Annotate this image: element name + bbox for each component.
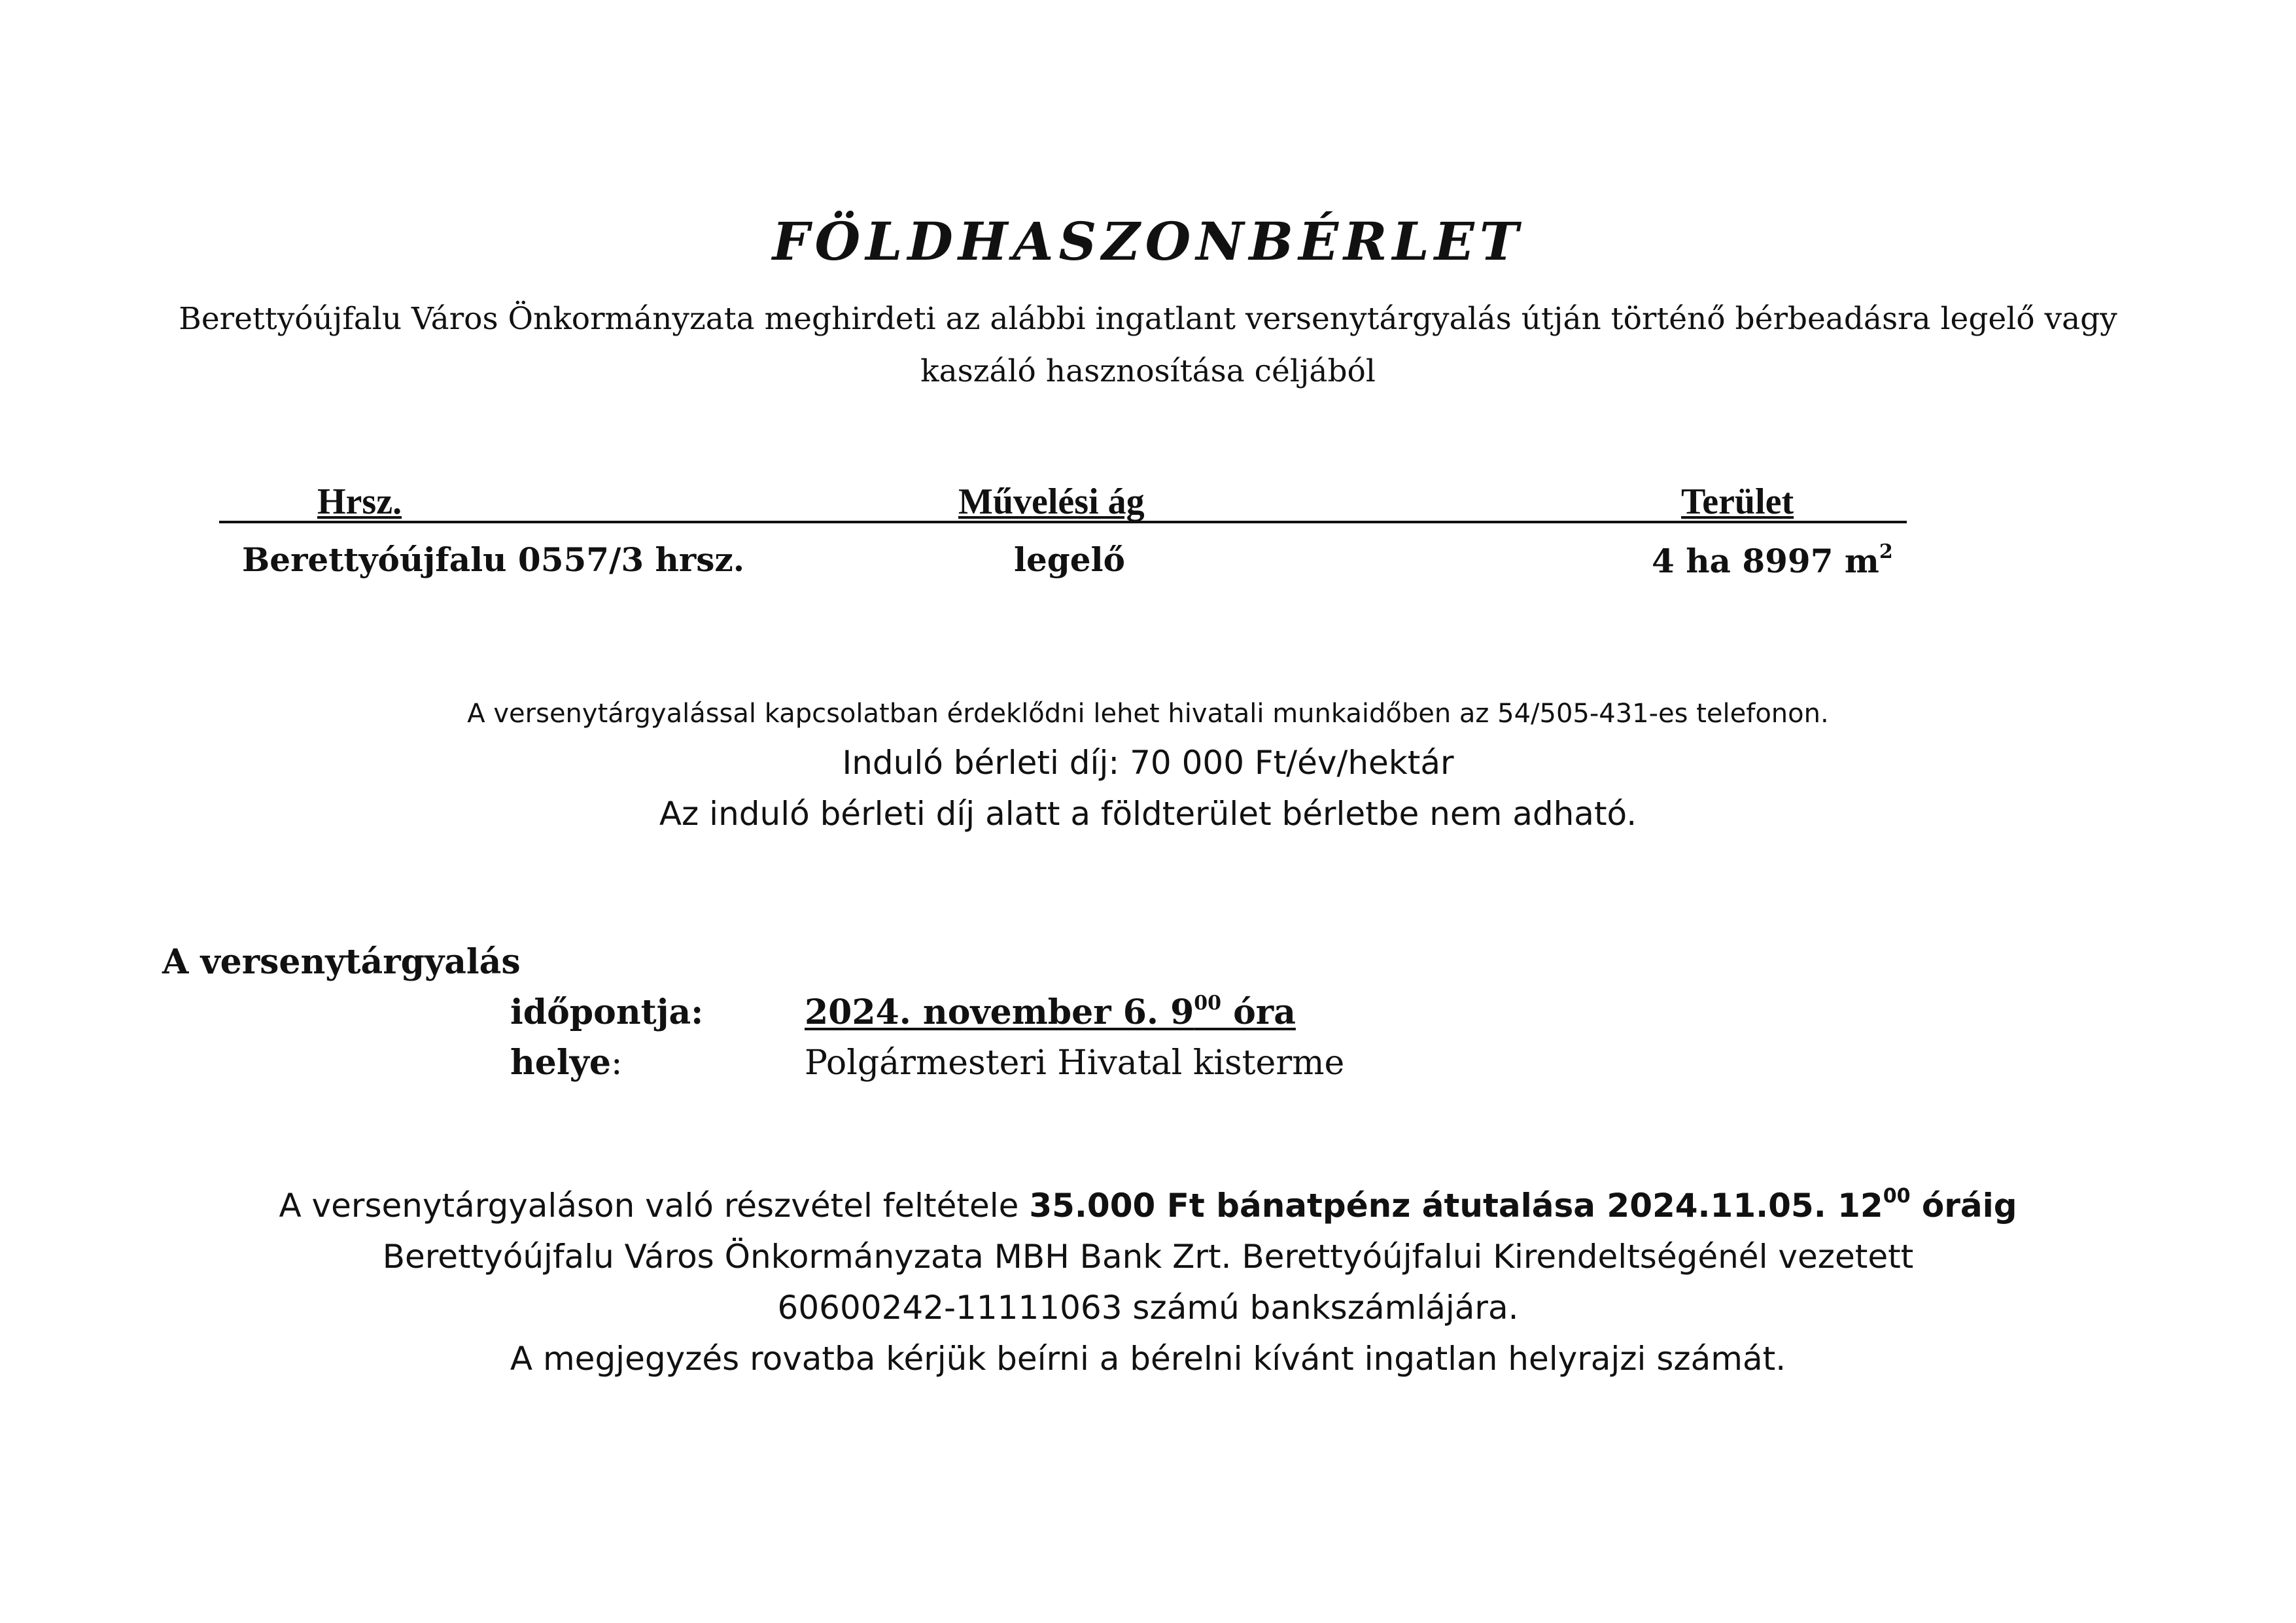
info-block bbox=[0, 690, 2296, 839]
table-row bbox=[219, 523, 1907, 589]
terulet-value: 4 ha 8997 m bbox=[1652, 542, 1879, 580]
auction-place-value: Polgármesteri Hivatal kisterme bbox=[805, 1043, 1345, 1083]
intro-text: Berettyóújfalu Város Önkormányzata meghirdeti az alábbi ingatlant versenytárgyalás útján történő bérbeadásra legelő vagy kaszáló hasznosítása céljából bbox=[179, 301, 2117, 389]
auction-place-row bbox=[510, 1043, 1344, 1083]
participation-superscript: 00 bbox=[1883, 1185, 1911, 1208]
terulet-superscript: 2 bbox=[1879, 540, 1893, 563]
cell-hrsz: Berettyóújfalu 0557/3 hrsz. bbox=[242, 540, 745, 579]
auction-place-label-colon: : bbox=[610, 1043, 623, 1083]
participation-line-2: Berettyóújfalu Város Önkormányzata MBH Bank Zrt. Berettyóújfalui Kirendeltségénél vezetett bbox=[382, 1238, 1914, 1276]
cell-terulet bbox=[1652, 540, 1893, 580]
table-header bbox=[219, 478, 1907, 523]
header-terulet: Terület bbox=[1681, 481, 1794, 522]
auction-time-date: 2024. november 6. 9 bbox=[805, 992, 1194, 1032]
auction-time-suffix: óra bbox=[1221, 992, 1296, 1032]
participation-plain: A versenytárgyaláson való részvétel feltétele bbox=[279, 1187, 1030, 1225]
starting-fee: Induló bérleti díj: 70 000 Ft/év/hektár bbox=[842, 744, 1454, 782]
header-muvelesi-ag: Művelési ág bbox=[958, 481, 1145, 522]
property-table bbox=[219, 478, 1907, 589]
participation-block bbox=[0, 1171, 2296, 1384]
header-hrsz: Hrsz. bbox=[317, 481, 402, 522]
participation-suffix: óráig bbox=[1910, 1187, 2017, 1225]
participation-line-4: A megjegyzés rovatba kérjük beírni a bérelni kívánt ingatlan helyrajzi számát. bbox=[510, 1340, 1786, 1378]
auction-place-label-text: helye bbox=[510, 1043, 611, 1083]
auction-heading: A versenytárgyalás bbox=[162, 942, 521, 982]
participation-line-3: 60600242-11111063 számú bankszámlájára. bbox=[777, 1289, 1519, 1327]
page-title: FÖLDHASZONBÉRLET bbox=[772, 211, 1524, 272]
contact-info: A versenytárgyalással kapcsolatban érdeklődni lehet hivatali munkaidőben az 54/505-431-es telefonon. bbox=[467, 699, 1829, 729]
fee-note: Az induló bérleti díj alatt a földterület bérletbe nem adható. bbox=[659, 795, 1637, 833]
participation-bold: 35.000 Ft bánatpénz átutalása 2024.11.05. 12 bbox=[1029, 1187, 1883, 1225]
auction-place-label bbox=[510, 1043, 805, 1083]
cell-muvelesi-ag: legelő bbox=[1014, 540, 1125, 579]
auction-time-value bbox=[805, 992, 1296, 1032]
auction-time-superscript: 00 bbox=[1194, 992, 1222, 1015]
auction-time-label: időpontja: bbox=[510, 992, 704, 1032]
participation-line-1 bbox=[0, 1171, 2296, 1231]
auction-time-row bbox=[510, 992, 1296, 1032]
